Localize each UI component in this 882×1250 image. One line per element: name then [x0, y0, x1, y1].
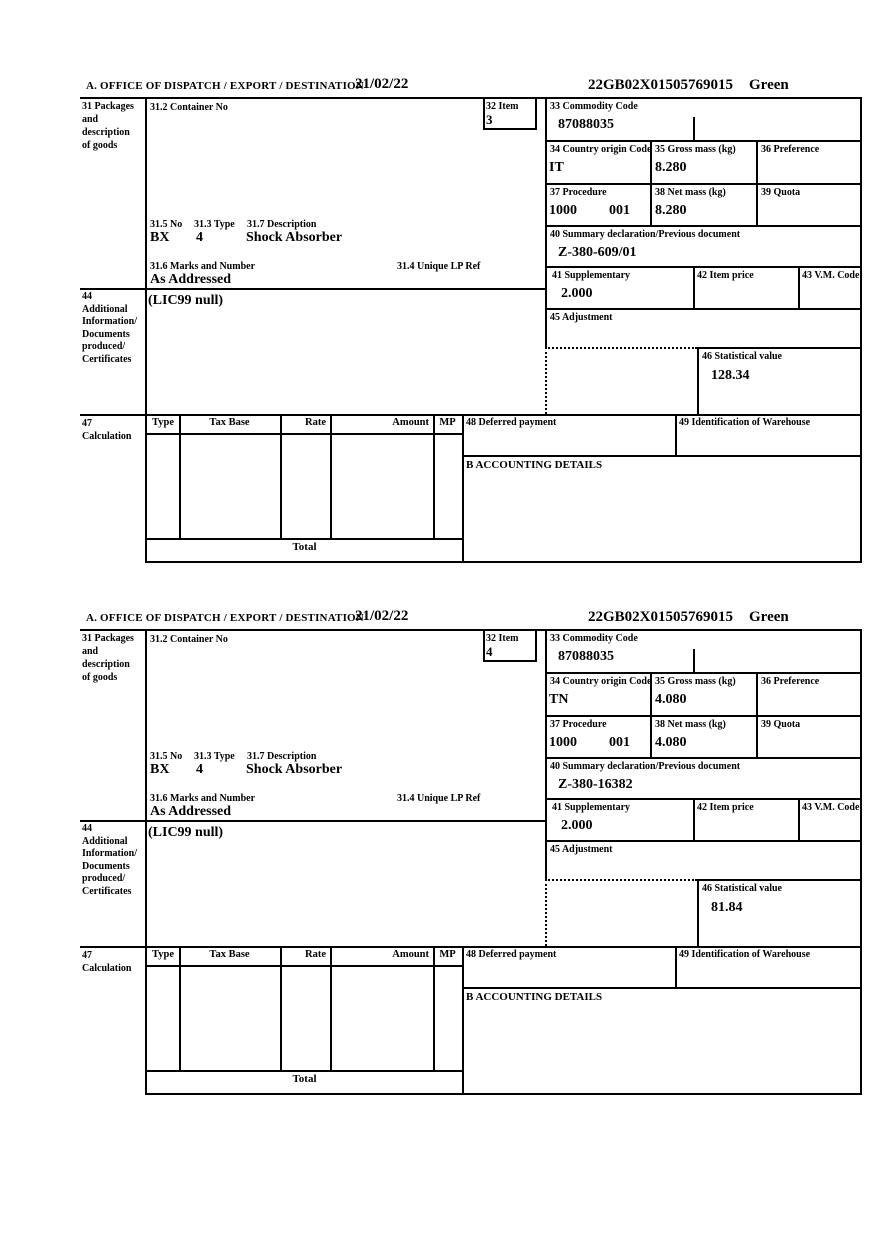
goods-description-value: Shock Absorber	[246, 762, 343, 777]
procedure-value-2: 001	[609, 735, 630, 750]
gross-mass-label: 35 Gross mass (kg)	[655, 676, 736, 687]
box47-label: 47 Calculation	[82, 950, 132, 974]
country-origin-label: 34 Country origin Code	[550, 144, 652, 155]
col-divider-48-49	[675, 414, 677, 455]
gross-mass-label: 35 Gross mass (kg)	[655, 144, 736, 155]
box41-bottom-rule	[545, 840, 862, 842]
col-divider-41-42	[693, 266, 695, 308]
border-top	[80, 97, 862, 99]
adjustment-label: 45 Adjustment	[550, 844, 613, 855]
container-no-label: 31.2 Container No	[150, 102, 228, 113]
border-right	[860, 97, 862, 563]
col-divider-42-43	[798, 798, 800, 840]
packages-type-value: 4	[196, 762, 203, 777]
vm-code-label: 43 V.M. Code	[802, 270, 860, 281]
right-panel-left-rule	[545, 97, 547, 349]
marks-number-value: As Addressed	[150, 272, 232, 287]
marks-number-label: 31.6 Marks and Number	[150, 793, 256, 804]
calc-header-tax-base: Tax Base	[209, 417, 250, 428]
col-divider-48-49	[675, 946, 677, 987]
box40-bottom-rule	[545, 266, 862, 268]
quota-label: 39 Quota	[761, 187, 801, 198]
packages-type-value: 4	[196, 230, 203, 245]
box44-top-rule	[80, 820, 547, 822]
col-divider-41-42	[693, 798, 695, 840]
adjustment-label: 45 Adjustment	[550, 312, 613, 323]
calc-header-type: Type	[152, 949, 174, 960]
gross-mass-value: 4.080	[655, 692, 687, 707]
calc-header-rate: Rate	[305, 417, 326, 428]
calc-header-bottom-rule	[147, 965, 462, 967]
packages-no-label: 31.5 No	[150, 219, 183, 230]
box40-bottom-rule	[545, 798, 862, 800]
procedure-label: 37 Procedure	[550, 187, 607, 198]
route-indicator: Green	[749, 77, 789, 93]
border-bottom	[147, 561, 862, 563]
item-number-value: 4	[486, 644, 493, 659]
office-of-dispatch-header: A. OFFICE OF DISPATCH / EXPORT / DESTINATION	[86, 612, 364, 624]
commodity-code-tick	[693, 117, 695, 140]
box44-top-rule	[80, 288, 547, 290]
sad-item-form	[80, 97, 862, 563]
box47-label: 47 Calculation	[82, 418, 132, 442]
col-divider-35-36	[756, 140, 758, 225]
commodity-code-label: 33 Commodity Code	[550, 101, 638, 112]
item-number-value: 3	[486, 112, 493, 127]
warehouse-id-label: 49 Identification of Warehouse	[679, 417, 811, 428]
net-mass-value: 8.280	[655, 203, 687, 218]
calc-header-mp: MP	[439, 417, 456, 428]
route-indicator: Green	[749, 609, 789, 625]
office-of-dispatch-header: A. OFFICE OF DISPATCH / EXPORT / DESTINATION	[86, 80, 364, 92]
box46-left-rule	[697, 347, 699, 414]
box33-bottom-rule	[545, 672, 862, 674]
label-column-divider	[145, 97, 147, 563]
warehouse-id-label: 49 Identification of Warehouse	[679, 949, 811, 960]
calc-header-rate: Rate	[305, 949, 326, 960]
preference-label: 36 Preference	[761, 144, 820, 155]
packages-no-value: BX	[150, 230, 170, 245]
supplementary-label: 41 Supplementary	[552, 270, 631, 281]
statistical-value: 81.84	[711, 900, 743, 915]
net-mass-value: 4.080	[655, 735, 687, 750]
country-origin-value: TN	[549, 692, 569, 707]
box31-label: 31 Packages and description of goods	[82, 633, 134, 683]
calc-header-amount: Amount	[392, 417, 429, 428]
summary-declaration-value: Z-380-609/01	[558, 245, 637, 260]
mrn-number: 22GB02X01505769015	[588, 77, 734, 93]
box46-top-rule	[697, 879, 862, 881]
unique-lp-ref-label: 31.4 Unique LP Ref	[397, 261, 481, 272]
right-panel-left-rule	[545, 629, 547, 881]
unique-lp-ref-label: 31.4 Unique LP Ref	[397, 793, 481, 804]
sad-item-form	[80, 629, 862, 1095]
additional-info-value: (LIC99 null)	[148, 293, 224, 308]
box34-bottom-rule	[545, 715, 862, 717]
box34-bottom-rule	[545, 183, 862, 185]
calc-header-amount: Amount	[392, 949, 429, 960]
accounting-details-label: B ACCOUNTING DETAILS	[466, 991, 603, 1003]
box37-bottom-rule	[545, 757, 862, 759]
calc-total-label: Total	[292, 1073, 317, 1085]
quota-label: 39 Quota	[761, 719, 801, 730]
deferred-payment-label: 48 Deferred payment	[466, 417, 557, 428]
preference-label: 36 Preference	[761, 676, 820, 687]
supplementary-value: 2.000	[561, 818, 593, 833]
box46-top-rule	[697, 347, 862, 349]
marks-number-value: As Addressed	[150, 804, 232, 819]
packages-type-label: 31.3 Type	[194, 219, 235, 230]
deferred-payment-label: 48 Deferred payment	[466, 949, 557, 960]
description-label: 31.7 Description	[247, 751, 317, 762]
declaration-date: 21/02/22	[355, 76, 409, 92]
commodity-code-tick	[693, 649, 695, 672]
accounting-details-label: B ACCOUNTING DETAILS	[466, 459, 603, 471]
accounting-top-rule	[462, 455, 862, 457]
summary-declaration-value: Z-380-16382	[558, 777, 633, 792]
statistical-value: 128.34	[711, 368, 750, 383]
box44-label: 44 Additional Information/ Documents produced/ Certificates	[82, 823, 137, 897]
packages-no-label: 31.5 No	[150, 751, 183, 762]
net-mass-label: 38 Net mass (kg)	[655, 187, 726, 198]
box37-bottom-rule	[545, 225, 862, 227]
declaration-date: 21/02/22	[355, 608, 409, 624]
box48-left-rule	[462, 414, 464, 563]
statistical-value-label: 46 Statistical value	[702, 883, 782, 894]
item-label: 32 Item	[486, 633, 519, 644]
commodity-code-value: 87088035	[558, 117, 614, 132]
procedure-value-1: 1000	[549, 735, 577, 750]
border-top	[80, 629, 862, 631]
calc-header-tax-base: Tax Base	[209, 949, 250, 960]
goods-description-value: Shock Absorber	[246, 230, 343, 245]
col-divider-35-36	[756, 672, 758, 757]
calc-header-bottom-rule	[147, 433, 462, 435]
border-bottom	[147, 1093, 862, 1095]
summary-declaration-label: 40 Summary declaration/Previous document	[550, 229, 741, 240]
box47-top-rule	[80, 414, 862, 416]
procedure-value-2: 001	[609, 203, 630, 218]
container-no-label: 31.2 Container No	[150, 634, 228, 645]
box44-label: 44 Additional Information/ Documents produced/ Certificates	[82, 291, 137, 365]
item-price-label: 42 Item price	[697, 802, 754, 813]
mrn-and-route	[588, 609, 789, 626]
summary-declaration-label: 40 Summary declaration/Previous document	[550, 761, 741, 772]
box46-left-rule	[697, 879, 699, 946]
col-divider-42-43	[798, 266, 800, 308]
procedure-value-1: 1000	[549, 203, 577, 218]
dotted-inset-top	[545, 879, 697, 881]
mrn-number: 22GB02X01505769015	[588, 609, 734, 625]
item-price-label: 42 Item price	[697, 270, 754, 281]
mrn-and-route	[588, 77, 789, 94]
dotted-inset-top	[545, 347, 697, 349]
packages-no-value: BX	[150, 762, 170, 777]
declaration-section-item-4	[0, 607, 882, 1107]
country-origin-label: 34 Country origin Code	[550, 676, 652, 687]
description-label: 31.7 Description	[247, 219, 317, 230]
label-column-divider	[145, 629, 147, 1095]
supplementary-label: 41 Supplementary	[552, 802, 631, 813]
calc-header-type: Type	[152, 417, 174, 428]
item-label: 32 Item	[486, 101, 519, 112]
marks-number-label: 31.6 Marks and Number	[150, 261, 256, 272]
dotted-inset-left	[545, 347, 547, 414]
additional-info-value: (LIC99 null)	[148, 825, 224, 840]
country-origin-value: IT	[549, 160, 564, 175]
total-row-top-rule	[147, 538, 462, 540]
calc-total-label: Total	[292, 541, 317, 553]
net-mass-label: 38 Net mass (kg)	[655, 719, 726, 730]
box41-bottom-rule	[545, 308, 862, 310]
commodity-code-value: 87088035	[558, 649, 614, 664]
accounting-top-rule	[462, 987, 862, 989]
box33-bottom-rule	[545, 140, 862, 142]
calc-header-mp: MP	[439, 949, 456, 960]
supplementary-value: 2.000	[561, 286, 593, 301]
procedure-label: 37 Procedure	[550, 719, 607, 730]
declaration-section-item-3	[0, 75, 882, 575]
commodity-code-label: 33 Commodity Code	[550, 633, 638, 644]
gross-mass-value: 8.280	[655, 160, 687, 175]
box31-label: 31 Packages and description of goods	[82, 101, 134, 151]
vm-code-label: 43 V.M. Code	[802, 802, 860, 813]
statistical-value-label: 46 Statistical value	[702, 351, 782, 362]
box48-left-rule	[462, 946, 464, 1095]
packages-type-label: 31.3 Type	[194, 751, 235, 762]
border-right	[860, 629, 862, 1095]
total-row-top-rule	[147, 1070, 462, 1072]
box47-top-rule	[80, 946, 862, 948]
dotted-inset-left	[545, 879, 547, 946]
